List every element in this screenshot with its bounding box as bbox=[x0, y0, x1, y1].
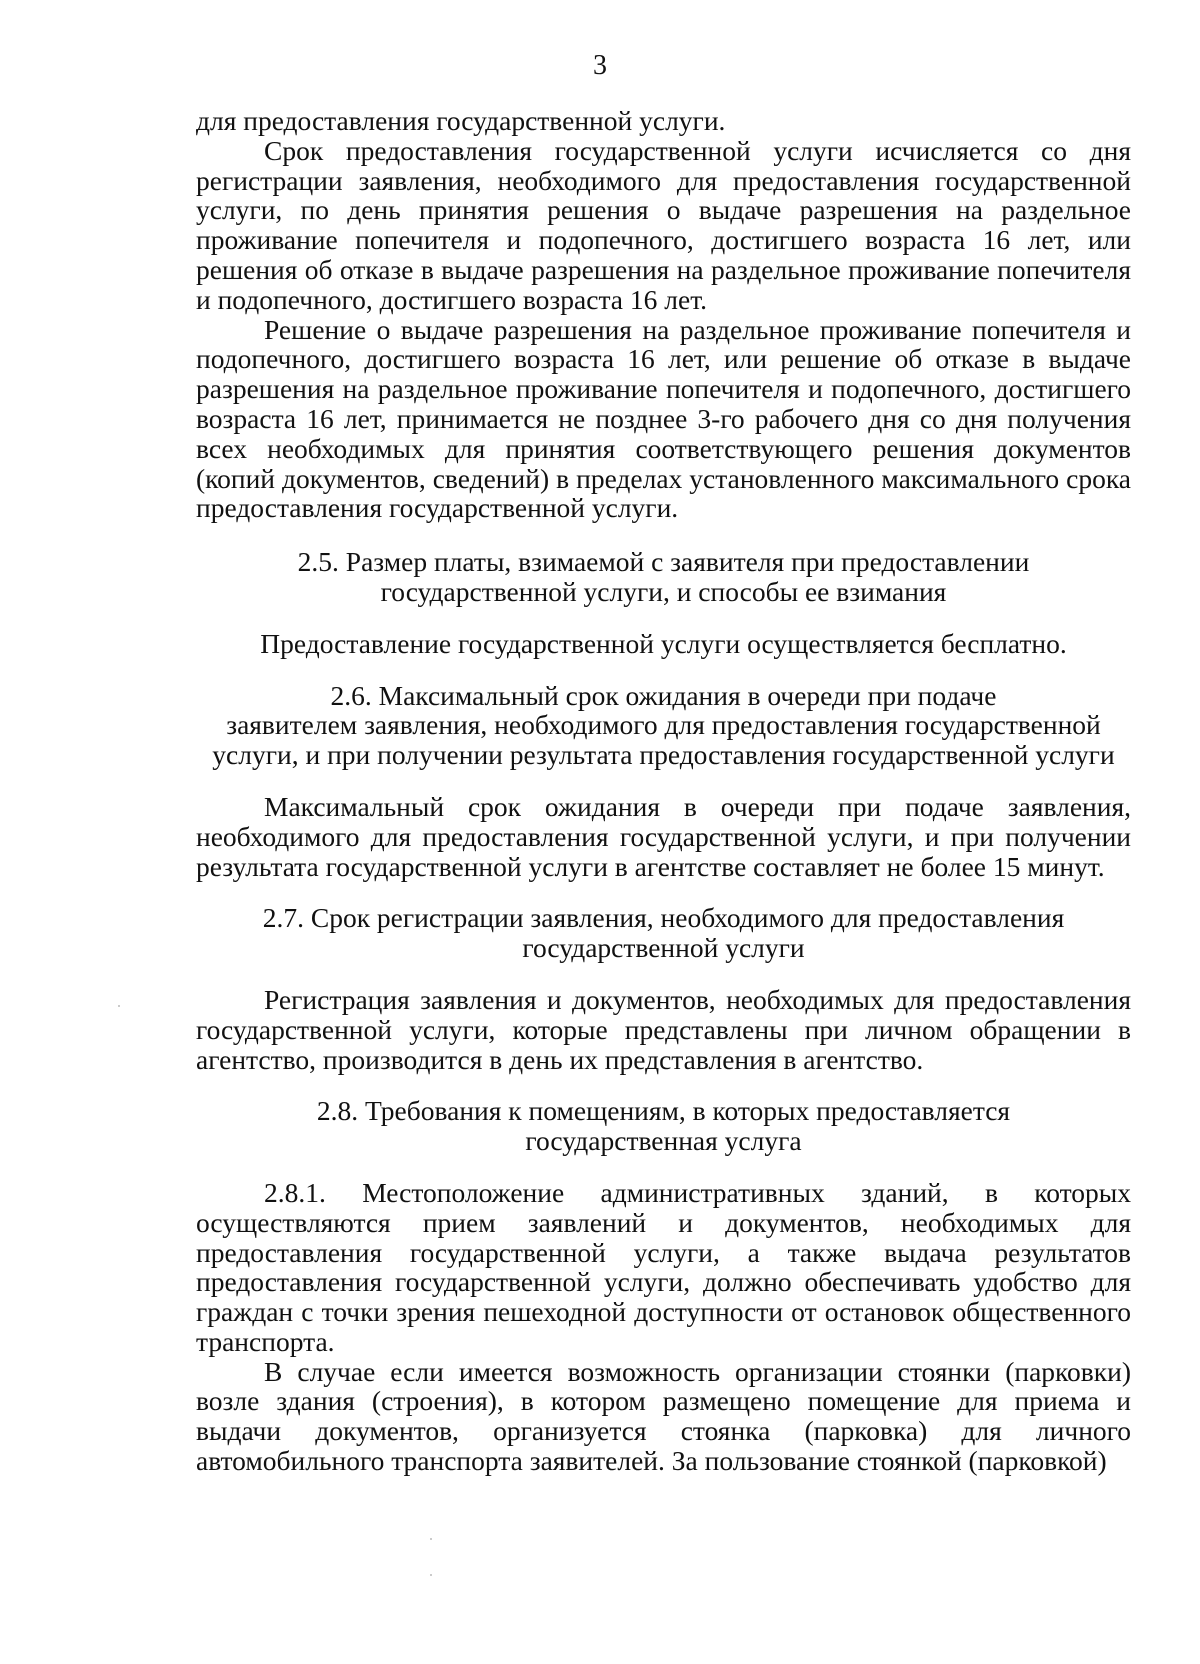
section-heading-2-6 bbox=[196, 681, 1131, 770]
spacer bbox=[196, 607, 1131, 629]
section-heading-line: государственной услуги bbox=[522, 932, 805, 964]
paragraph-building-location: 2.8.1. Местоположение административных зданий, в которых осуществляются прием заявлений и документов, необходимых для предоставления государственной услуги, а также выдача результатов предоставления государственной услуги, должно обеспечивать удобство для граждан с точки зрения пешеходной доступности от остановок общественного транспорта. bbox=[196, 1176, 1131, 1357]
paragraph-registration: Регистрация заявления и документов, необходимых для предоставления государственной услуги, которые представлены при личном обращении в агентство, производится в день их представления в агентство. bbox=[196, 983, 1131, 1075]
section-heading-line: заявителем заявления, необходимого для предоставления государственной bbox=[226, 709, 1101, 741]
paragraph-service-term: Срок предоставления государственной услуги исчисляется со дня регистрации заявления, необходимого для предоставления государственной услуги, по день принятия решения о выдаче разрешения на раздельное проживание попечителя и подопечного, достигшего возраста 16 лет, или решения об отказе в выдаче разрешения на раздельное проживание попечителя и подопечного, достигшего возраста 16 лет. bbox=[196, 134, 1131, 315]
section-heading-line: 2.7. Срок регистрации заявления, необходимого для предоставления bbox=[262, 902, 1065, 934]
spacer bbox=[196, 523, 1131, 547]
paragraph-continuation: для предоставления государственной услуги. bbox=[196, 105, 726, 136]
section-heading-2-7 bbox=[196, 903, 1131, 963]
spacer bbox=[196, 659, 1131, 681]
spacer bbox=[196, 1156, 1131, 1178]
scan-artifact bbox=[118, 1005, 120, 1007]
section-heading-line: 2.5. Размер платы, взимаемой с заявителя при предоставлении bbox=[297, 546, 1030, 578]
spacer bbox=[196, 1074, 1131, 1096]
page-number: 3 bbox=[593, 50, 607, 81]
section-heading-2-5 bbox=[196, 547, 1131, 607]
section-heading-line: государственная услуга bbox=[525, 1125, 802, 1157]
paragraph-decision-term: Решение о выдаче разрешения на раздельное проживание попечителя и подопечного, достигшего возраста 16 лет, или решение об отказе в выдаче разрешения на раздельное проживание попечителя и подопечного, достигшего возраста 16 лет, принимается не позднее 3-го рабочего дня со дня получения всех необходимых для принятия соответствующего решения документов (копий документов, сведений) в пределах установленного максимального срока предоставления государственной услуги. bbox=[196, 313, 1131, 524]
document-body bbox=[196, 106, 1131, 1476]
section-heading-line: 2.6. Максимальный срок ожидания в очереди при подаче bbox=[330, 679, 997, 711]
scan-artifact bbox=[430, 1538, 432, 1540]
section-heading-line: 2.8. Требования к помещениям, в которых предоставляется bbox=[316, 1095, 1011, 1127]
section-heading-line: государственной услуги, и способы ее взимания bbox=[380, 575, 947, 607]
paragraph-free-of-charge: Предоставление государственной услуги осуществляется бесплатно. bbox=[260, 627, 1067, 659]
scan-artifact bbox=[430, 1574, 432, 1576]
spacer bbox=[196, 881, 1131, 903]
section-heading-2-8 bbox=[196, 1096, 1131, 1156]
paragraph-queue-time: Максимальный срок ожидания в очереди при подаче заявления, необходимого для предоставления государственной услуги, и при получении результата государственной услуги в агентстве составляет не более 15 минут. bbox=[196, 790, 1131, 882]
paragraph-parking: В случае если имеется возможность организации стоянки (парковки) возле здания (строения), в котором размещено помещение для приема и выдачи документов, организуется стоянка (парковка) для личного автомобильного транспорта заявителей. За пользование стоянкой (парковкой) bbox=[196, 1355, 1131, 1477]
spacer bbox=[196, 963, 1131, 985]
section-heading-line: услуги, и при получении результата предоставления государственной услуги bbox=[212, 739, 1115, 771]
spacer bbox=[196, 770, 1131, 792]
